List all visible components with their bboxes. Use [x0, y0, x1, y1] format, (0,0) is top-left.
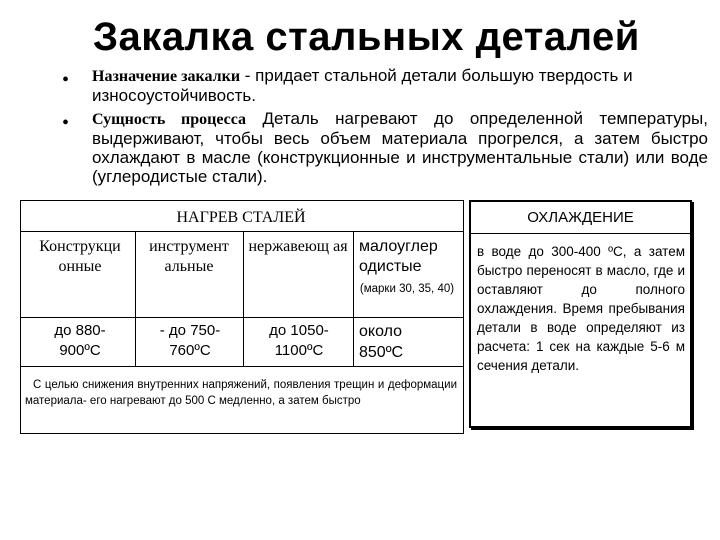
heating-table — [20, 200, 464, 434]
divider — [243, 231, 244, 366]
divider — [471, 233, 690, 234]
bullet-lead: Сущность процесса — [92, 111, 247, 128]
cooling-header: ОХЛАЖДЕНИЕ — [527, 209, 634, 226]
divider — [21, 317, 463, 318]
divider — [353, 231, 354, 366]
cooling-box — [469, 200, 692, 428]
temperature-value: около 850ºС — [359, 323, 404, 361]
bullet-essence — [92, 109, 708, 186]
column-name: инструмент альные — [149, 238, 229, 275]
column-name: Конструкци онные — [39, 238, 121, 275]
bullet-lead: Назначение закалки — [92, 68, 241, 85]
column-note: (марки 30, 35, 40) — [359, 283, 455, 295]
temperature-value: до 1050-1100ºС — [269, 322, 329, 359]
bullet-marker: • — [62, 112, 70, 134]
heating-table-header: НАГРЕВ СТАЛЕЙ — [176, 209, 306, 226]
slide-title: Закалка стальных деталей — [93, 15, 640, 59]
column-name: малоуглер одистые — [359, 238, 438, 275]
divider — [135, 231, 136, 366]
cooling-text: в воде до 300-400 ºС, а затем быстро переносят в масло, где и оставляют до полного охлаждения. Время пребывания детали в воде определяют из расчета: 1 сек на каждые 5-6 м сечения детали. — [477, 244, 685, 373]
column-name: нержавеющ ая — [248, 238, 348, 255]
bullet-purpose — [92, 66, 652, 105]
bullet-body: - придает стальной детали большую твердость и износоустойчивость. — [92, 66, 633, 105]
bullet-body: Деталь нагревают до определенной температуры, выдерживают, чтобы весь объем материала прогрелся, а затем быстро охлаждают в масле (конструкционные и инструментальные стали) или воде (углеродистые стали). — [92, 109, 708, 186]
temperature-value: - до 750-760ºС — [159, 322, 221, 359]
temperature-value: до 880-900ºС — [54, 322, 106, 359]
divider — [21, 366, 463, 367]
heating-footnote: С целью снижения внутренних напряжений, появления трещин и деформации материала- его нагревают до 500 С медленно, а затем быстро — [25, 379, 457, 407]
bullet-marker: • — [62, 69, 70, 91]
divider — [21, 231, 463, 232]
